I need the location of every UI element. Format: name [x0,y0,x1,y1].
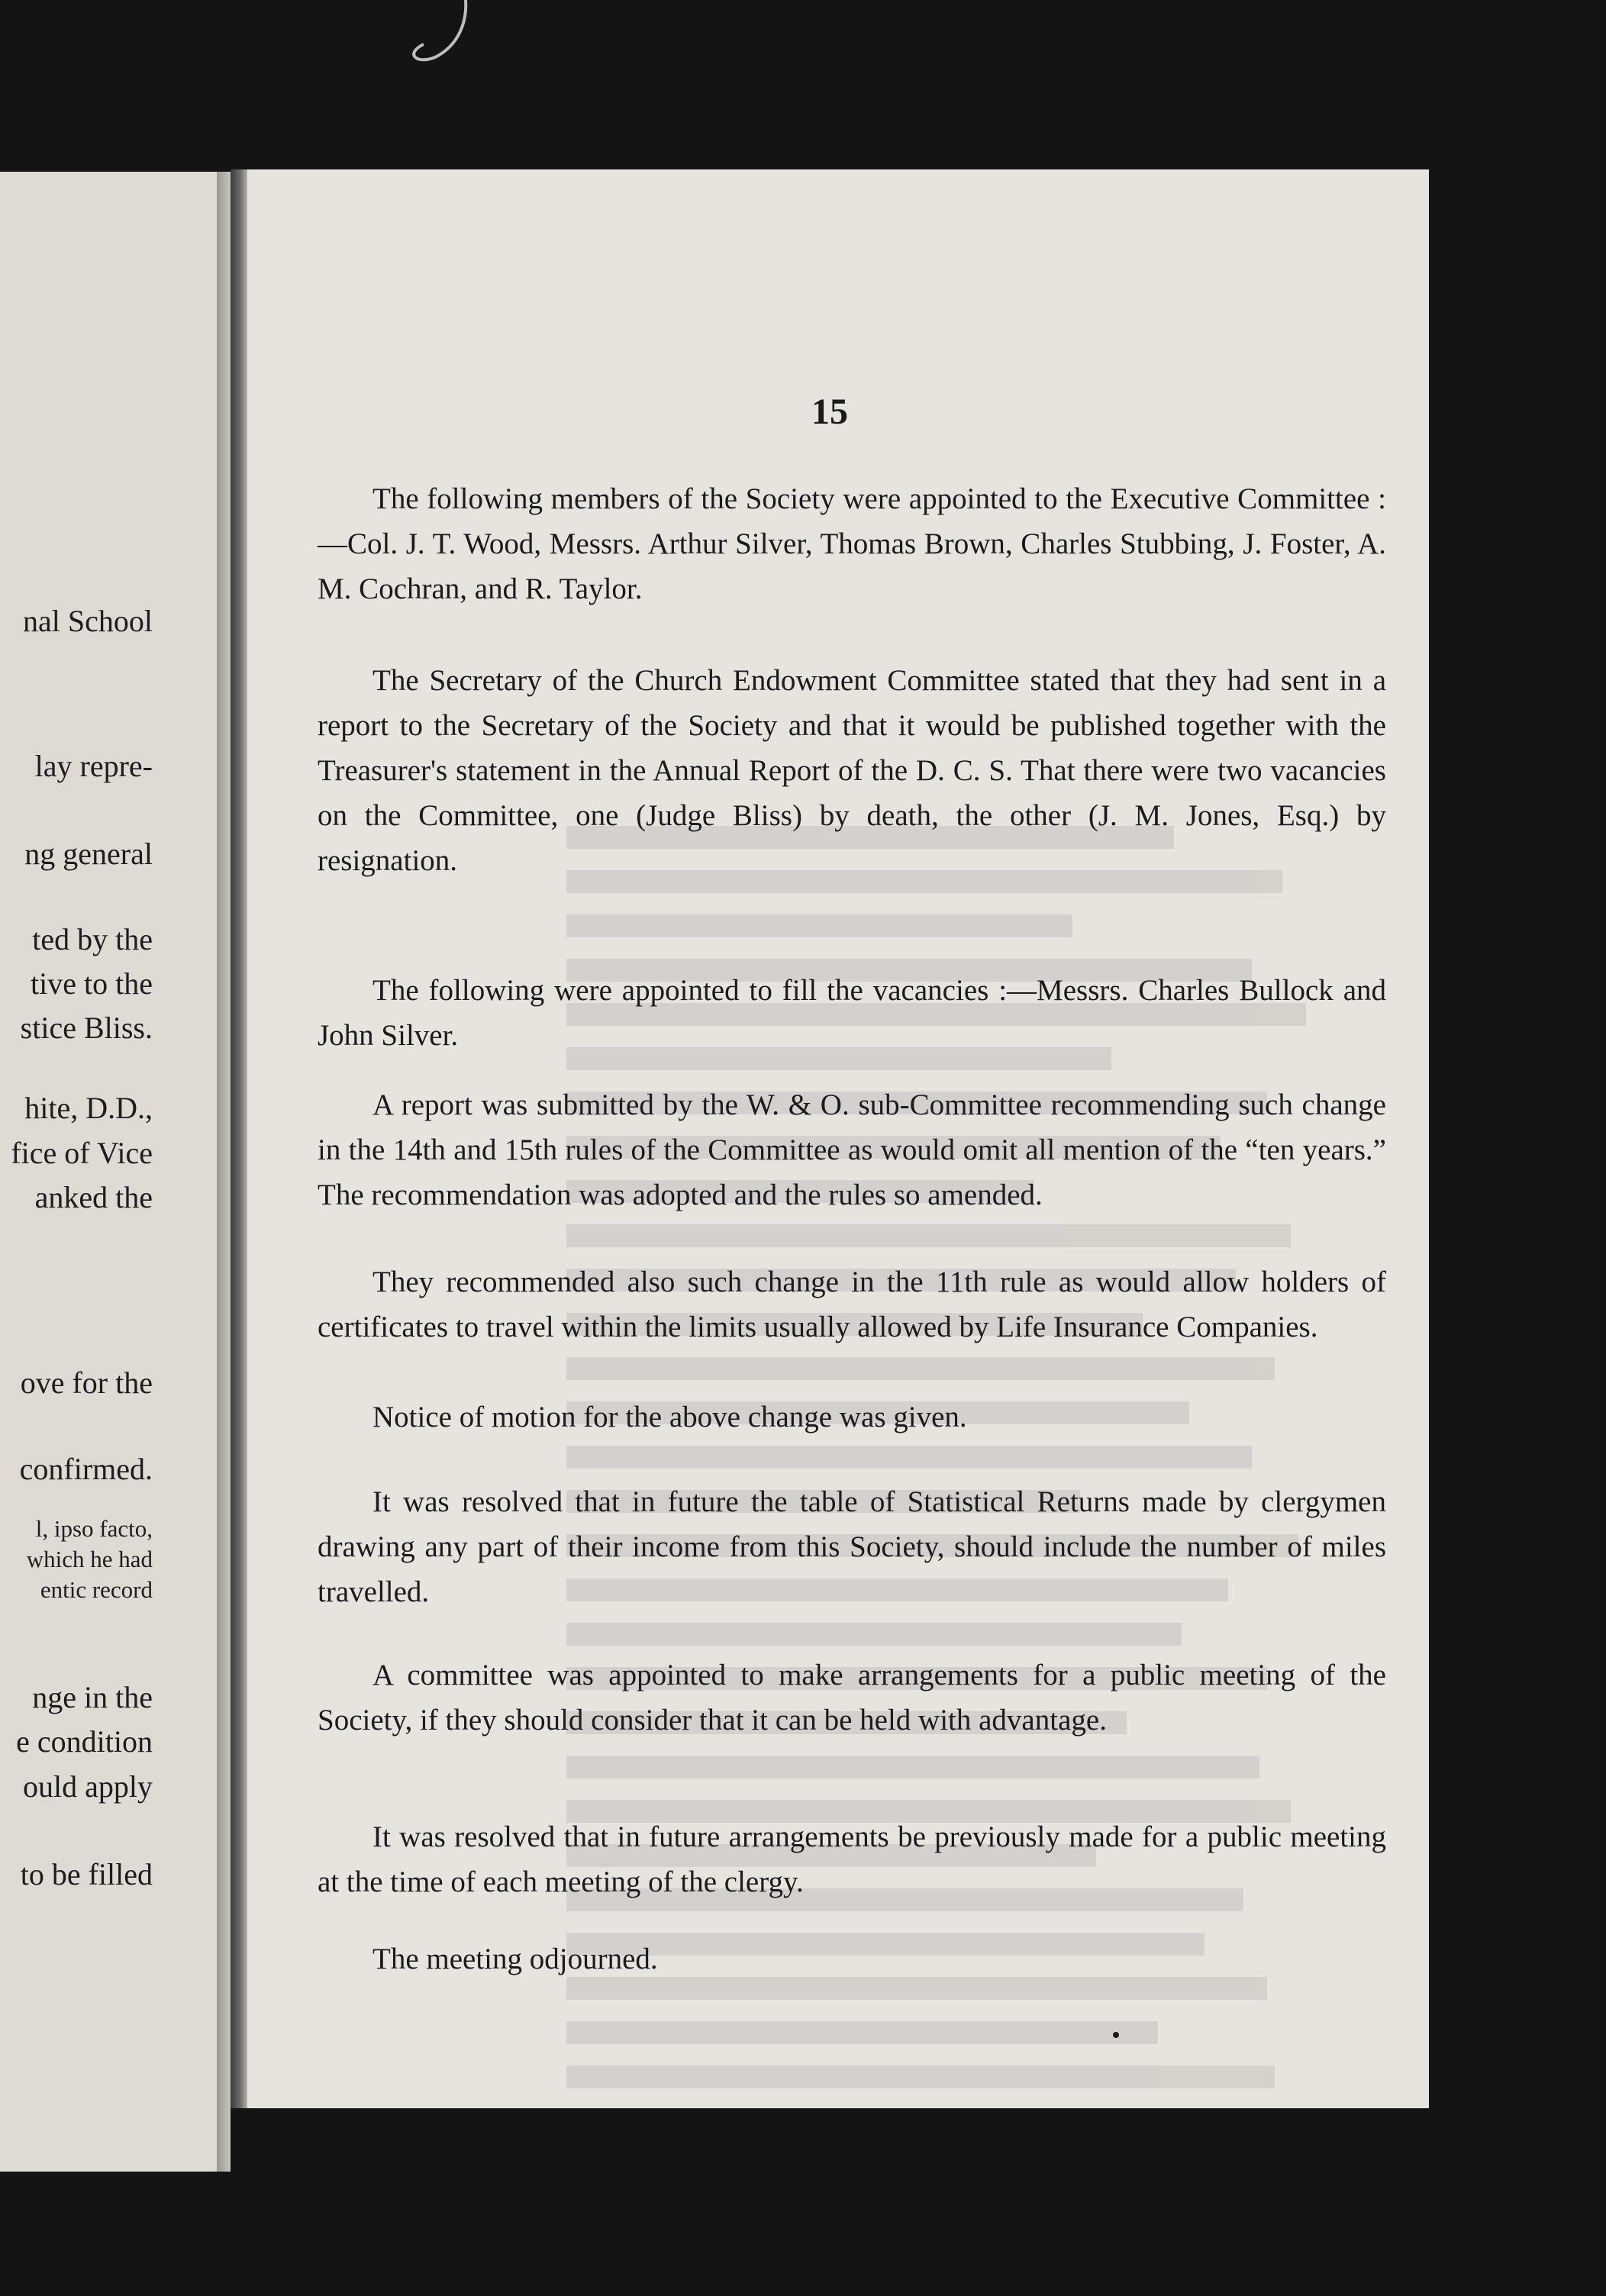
paragraph: They recommended also such change in the 11th rule as would allow holders of certificates to travel within the limits usually allowed by Life Insurance Companies. [318,1266,1386,1343]
left-page-line: hite, D.D., [24,1091,153,1125]
page-gutter [217,172,231,2172]
left-page-line: stice Bliss. [20,1011,153,1045]
ink-speck [1113,2032,1119,2038]
paragraph: The meeting odjourned. [372,1943,658,1975]
paragraph: A report was submitted by the W. & O. sub-Committee recommending such change in the 14th and 15th rules of the Committee as would omit all mention of the “ten years.” The recommendation was adopted and the rules so amended. [318,1088,1386,1211]
left-page-line: nal School [23,604,153,638]
left-page-line: ould apply [23,1769,153,1804]
paragraph: The following were appointed to fill the vacancies :—Messrs. Charles Bullock and John Silver. [318,974,1386,1052]
binding-spine [231,169,247,2108]
left-page-line: confirmed. [19,1452,153,1486]
left-page-line: tive to the [31,966,153,1001]
paragraph: The Secretary of the Church Endowment Committee stated that they had sent in a report to the Secretary of the Society and that it would be published together with the Treasurer's statement in the Annual Report of the D. C. S. That there were two vacancies on the Committee, one (Judge Bliss) by death, the other (J. M. Jones, Esq.) by resignation. [318,664,1386,877]
page [231,169,1429,2108]
pencil-scribble [382,0,504,92]
paragraph: It was resolved that in future the table of Statistical Returns made by clergymen drawing any part of their income from this Society, should include the number of miles travelled. [318,1485,1386,1608]
page-number: 15 [811,392,848,432]
paragraph: A committee was appointed to make arrangements for a public meeting of the Society, if they should consider that it can be held with advantage. [318,1659,1386,1737]
left-page-line: ng general [24,837,153,871]
left-page-line: lay repre- [34,749,153,783]
paragraph: It was resolved that in future arrangements be previously made for a public meeting at the time of each meeting of the clergy. [318,1820,1386,1898]
left-page-line: entic record [40,1576,153,1603]
left-page-line: ove for the [20,1366,153,1400]
left-page-line: e condition [16,1724,153,1759]
left-page-line: nge in the [32,1680,153,1714]
left-page-line: ted by the [32,922,153,956]
left-page-line: to be filled [20,1857,153,1891]
left-page-line: fice of Vice [11,1136,153,1170]
paragraph: The following members of the Society were appointed to the Executive Committee :—Col. J. T. Wood, Messrs. Arthur Silver, Thomas Brown, Charles Stubbing, J. Foster, A. M. Cochran, and R. Taylor. [318,482,1386,605]
left-page-line: l, ipso facto, [35,1515,153,1542]
previous-page-fragment [0,172,229,2172]
left-page-line: which he had [26,1546,153,1572]
paragraph: Notice of motion for the above change was given. [372,1401,967,1433]
left-page-line: anked the [34,1180,153,1214]
